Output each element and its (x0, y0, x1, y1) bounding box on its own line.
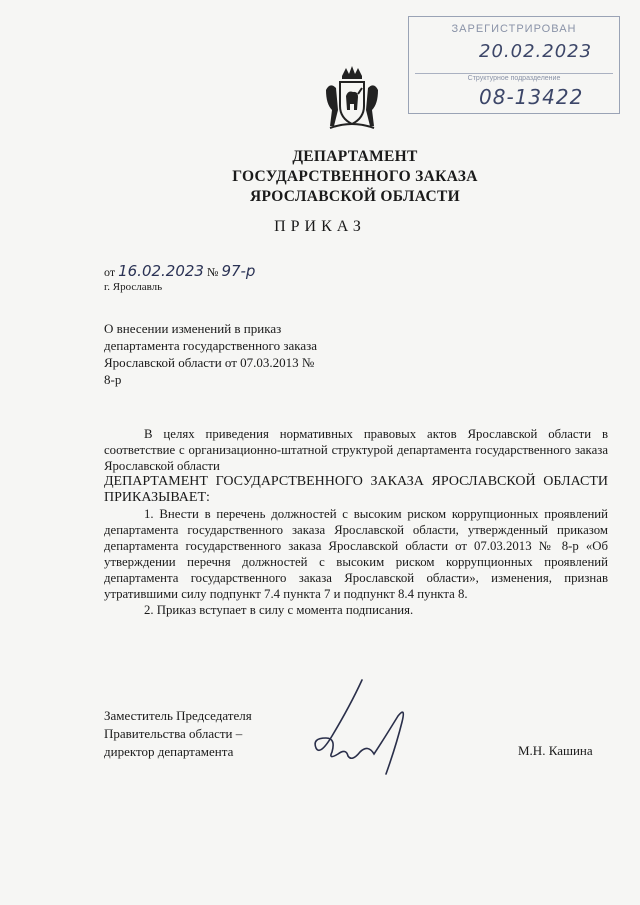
order-number-label: № (206, 265, 219, 279)
stamp-date: 20.02.2023 (479, 41, 593, 62)
preamble-paragraph: В целях приведения нормативных правовых актов Ярославской области в соответствие с организационно-штатной структурой департамента государственного заказа Ярославской области (104, 427, 608, 473)
org-line: ДЕПАРТАМЕНТ (292, 148, 418, 165)
item-2-paragraph: 2. Приказ вступает в силу с момента подписания. (144, 603, 414, 617)
item-1-paragraph: 1. Внести в перечень должностей с высоким риском коррупционных проявлений департамента государственного заказа Ярославской области, утвержденный приказом департамента государственного заказа Ярославской области от 07.03.2013 № 8-р «Об утверждении перечня должностей с высоким риском коррупционных проявлений департамента государственного заказа Ярославской области», изменения, признав утратившими силу подпункт 7.4 пункта 7 и подпункт 8.4 пункта 8. (104, 507, 608, 601)
order-subject: О внесении изменений в приказ департамента государственного заказа Ярославской области от 07.03.2013 № 8-р (104, 321, 318, 387)
stamp-divider (415, 73, 613, 74)
stamp-header: ЗАРЕГИСТРИРОВАН (451, 23, 577, 35)
order-line (104, 262, 255, 280)
stamp-number: 08-13422 (479, 85, 584, 109)
signatory-position (104, 707, 252, 761)
order-city: г. Ярославль (104, 281, 163, 293)
stamp-subtitle: Структурное подразделение (467, 75, 561, 82)
position-line: Заместитель Председателя (104, 708, 252, 723)
position-line: директор департамента (104, 744, 234, 759)
organization-name (200, 147, 510, 207)
handwritten-signature-icon (302, 676, 422, 786)
order-number: 97-р (221, 262, 256, 280)
document-title: ПРИКАЗ (274, 218, 366, 235)
order-date: 16.02.2023 (118, 262, 204, 280)
position-line: Правительства области – (104, 726, 243, 741)
decree-paragraph: ДЕПАРТАМЕНТ ГОСУДАРСТВЕННОГО ЗАКАЗА ЯРОСЛАВСКОЙ ОБЛАСТИ ПРИКАЗЫВАЕТ: (104, 474, 608, 505)
org-line: ГОСУДАРСТВЕННОГО ЗАКАЗА (232, 168, 478, 185)
org-line: ЯРОСЛАВСКОЙ ОБЛАСТИ (250, 188, 460, 205)
order-from-label: от (104, 265, 116, 279)
signatory-name: М.Н. Кашина (518, 743, 593, 758)
coat-of-arms-icon (322, 66, 382, 132)
registration-stamp (408, 16, 620, 114)
order-body (104, 426, 608, 618)
